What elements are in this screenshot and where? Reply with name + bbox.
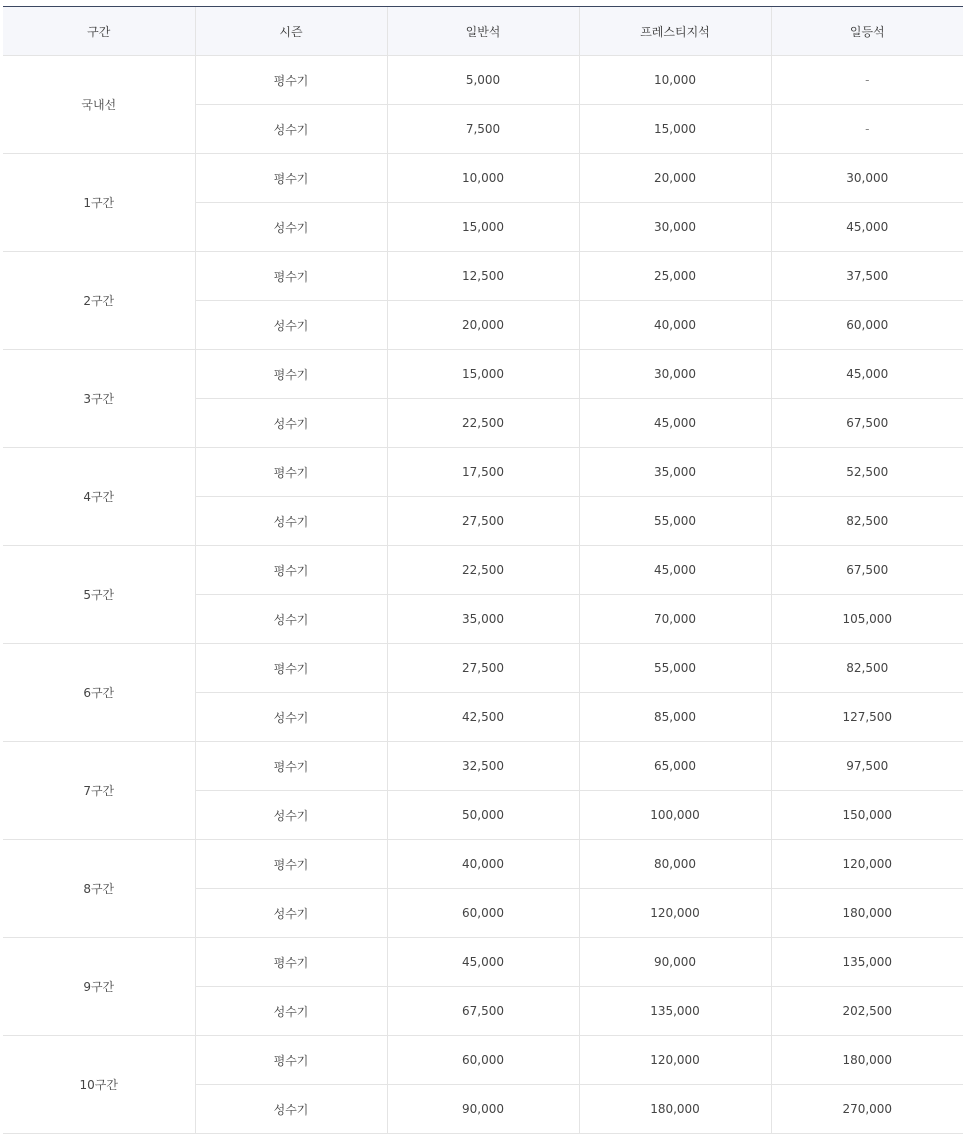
season-cell: 성수기 xyxy=(195,791,387,840)
prestige-cell: 30,000 xyxy=(579,350,771,399)
section-cell: 10구간 xyxy=(3,1036,195,1134)
prestige-cell: 25,000 xyxy=(579,252,771,301)
economy-cell: 22,500 xyxy=(387,546,579,595)
section-cell: 7구간 xyxy=(3,742,195,840)
table-row xyxy=(3,1036,963,1085)
header-season: 시즌 xyxy=(195,7,387,56)
header-row xyxy=(3,7,963,56)
economy-cell: 5,000 xyxy=(387,56,579,105)
section-cell: 2구간 xyxy=(3,252,195,350)
season-cell: 평수기 xyxy=(195,938,387,987)
season-cell: 평수기 xyxy=(195,56,387,105)
table-row xyxy=(3,644,963,693)
prestige-cell: 85,000 xyxy=(579,693,771,742)
season-cell: 평수기 xyxy=(195,1036,387,1085)
header-economy: 일반석 xyxy=(387,7,579,56)
economy-cell: 7,500 xyxy=(387,105,579,154)
economy-cell: 40,000 xyxy=(387,840,579,889)
first-class-cell: 60,000 xyxy=(771,301,963,350)
first-class-cell: 67,500 xyxy=(771,399,963,448)
first-class-cell: 30,000 xyxy=(771,154,963,203)
first-class-cell: 202,500 xyxy=(771,987,963,1036)
economy-cell: 17,500 xyxy=(387,448,579,497)
section-cell: 4구간 xyxy=(3,448,195,546)
table-row xyxy=(3,154,963,203)
first-class-cell: 82,500 xyxy=(771,497,963,546)
prestige-cell: 70,000 xyxy=(579,595,771,644)
season-cell: 성수기 xyxy=(195,497,387,546)
season-cell: 성수기 xyxy=(195,889,387,938)
season-cell: 평수기 xyxy=(195,840,387,889)
economy-cell: 10,000 xyxy=(387,154,579,203)
season-cell: 평수기 xyxy=(195,448,387,497)
prestige-cell: 35,000 xyxy=(579,448,771,497)
first-class-cell: 135,000 xyxy=(771,938,963,987)
season-cell: 평수기 xyxy=(195,644,387,693)
first-class-cell: 45,000 xyxy=(771,350,963,399)
mileage-table-container xyxy=(3,6,963,1134)
header-section: 구간 xyxy=(3,7,195,56)
prestige-cell: 45,000 xyxy=(579,546,771,595)
table-header xyxy=(3,7,963,56)
season-cell: 평수기 xyxy=(195,154,387,203)
first-class-cell: 270,000 xyxy=(771,1085,963,1134)
economy-cell: 45,000 xyxy=(387,938,579,987)
prestige-cell: 10,000 xyxy=(579,56,771,105)
economy-cell: 15,000 xyxy=(387,203,579,252)
season-cell: 성수기 xyxy=(195,595,387,644)
section-cell: 국내선 xyxy=(3,56,195,154)
prestige-cell: 55,000 xyxy=(579,497,771,546)
prestige-cell: 80,000 xyxy=(579,840,771,889)
mileage-fare-table xyxy=(3,6,963,1134)
first-class-cell: 150,000 xyxy=(771,791,963,840)
season-cell: 평수기 xyxy=(195,546,387,595)
economy-cell: 50,000 xyxy=(387,791,579,840)
prestige-cell: 135,000 xyxy=(579,987,771,1036)
first-class-cell: - xyxy=(771,105,963,154)
season-cell: 성수기 xyxy=(195,693,387,742)
economy-cell: 42,500 xyxy=(387,693,579,742)
prestige-cell: 45,000 xyxy=(579,399,771,448)
economy-cell: 60,000 xyxy=(387,1036,579,1085)
first-class-cell: 37,500 xyxy=(771,252,963,301)
economy-cell: 22,500 xyxy=(387,399,579,448)
prestige-cell: 180,000 xyxy=(579,1085,771,1134)
season-cell: 성수기 xyxy=(195,203,387,252)
season-cell: 평수기 xyxy=(195,252,387,301)
first-class-cell: 105,000 xyxy=(771,595,963,644)
economy-cell: 12,500 xyxy=(387,252,579,301)
season-cell: 성수기 xyxy=(195,399,387,448)
first-class-cell: 127,500 xyxy=(771,693,963,742)
first-class-cell: 45,000 xyxy=(771,203,963,252)
season-cell: 평수기 xyxy=(195,350,387,399)
prestige-cell: 55,000 xyxy=(579,644,771,693)
first-class-cell: 180,000 xyxy=(771,889,963,938)
first-class-cell: 180,000 xyxy=(771,1036,963,1085)
first-class-cell: 52,500 xyxy=(771,448,963,497)
table-row xyxy=(3,742,963,791)
table-row xyxy=(3,938,963,987)
table-body xyxy=(3,56,963,1134)
table-row xyxy=(3,56,963,105)
prestige-cell: 65,000 xyxy=(579,742,771,791)
economy-cell: 35,000 xyxy=(387,595,579,644)
table-row xyxy=(3,840,963,889)
season-cell: 성수기 xyxy=(195,105,387,154)
economy-cell: 27,500 xyxy=(387,644,579,693)
table-row xyxy=(3,350,963,399)
section-cell: 1구간 xyxy=(3,154,195,252)
prestige-cell: 15,000 xyxy=(579,105,771,154)
season-cell: 성수기 xyxy=(195,301,387,350)
first-class-cell: 120,000 xyxy=(771,840,963,889)
prestige-cell: 120,000 xyxy=(579,1036,771,1085)
economy-cell: 60,000 xyxy=(387,889,579,938)
economy-cell: 15,000 xyxy=(387,350,579,399)
first-class-cell: 82,500 xyxy=(771,644,963,693)
prestige-cell: 40,000 xyxy=(579,301,771,350)
first-class-cell: 97,500 xyxy=(771,742,963,791)
prestige-cell: 100,000 xyxy=(579,791,771,840)
season-cell: 성수기 xyxy=(195,987,387,1036)
prestige-cell: 120,000 xyxy=(579,889,771,938)
section-cell: 5구간 xyxy=(3,546,195,644)
section-cell: 3구간 xyxy=(3,350,195,448)
prestige-cell: 20,000 xyxy=(579,154,771,203)
economy-cell: 27,500 xyxy=(387,497,579,546)
economy-cell: 90,000 xyxy=(387,1085,579,1134)
prestige-cell: 30,000 xyxy=(579,203,771,252)
first-class-cell: 67,500 xyxy=(771,546,963,595)
table-row xyxy=(3,448,963,497)
economy-cell: 67,500 xyxy=(387,987,579,1036)
header-first: 일등석 xyxy=(771,7,963,56)
table-row xyxy=(3,546,963,595)
section-cell: 8구간 xyxy=(3,840,195,938)
section-cell: 9구간 xyxy=(3,938,195,1036)
first-class-cell: - xyxy=(771,56,963,105)
economy-cell: 20,000 xyxy=(387,301,579,350)
section-cell: 6구간 xyxy=(3,644,195,742)
season-cell: 성수기 xyxy=(195,1085,387,1134)
season-cell: 평수기 xyxy=(195,742,387,791)
table-row xyxy=(3,252,963,301)
economy-cell: 32,500 xyxy=(387,742,579,791)
prestige-cell: 90,000 xyxy=(579,938,771,987)
header-prestige: 프레스티지석 xyxy=(579,7,771,56)
